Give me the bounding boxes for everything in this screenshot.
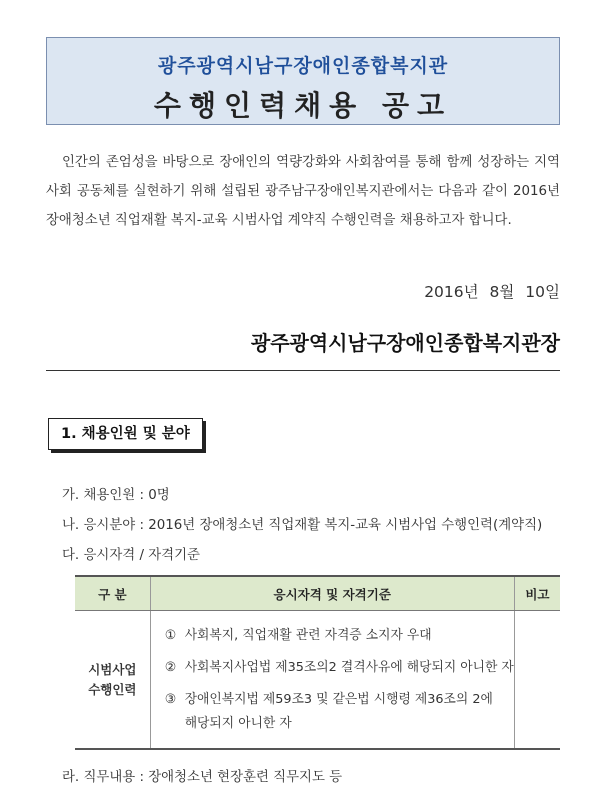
list-item-headcount: 가. 채용인원 : 0명 (62, 488, 170, 503)
list-item-field: 나. 응시분야 : 2016년 장애청소년 직업재활 복지-교육 시범사업 수행인력(계약직) (62, 518, 543, 533)
requirement-text: 장애인복지법 제59조3 및 같은법 시행령 제36조의 2에 (184, 692, 493, 707)
table-cell-category (75, 611, 150, 750)
table-cell-requirements (150, 611, 514, 750)
requirement-text: 사회복지, 직업재활 관련 자격증 소지자 우대 (184, 628, 432, 643)
requirement-number: ① (164, 628, 177, 643)
requirement-text: 사회복지사업법 제35조의2 결격사유에 해당되지 아니한 자 (184, 660, 514, 675)
category-line: 수행인력 (88, 681, 137, 697)
page-title: 수행인력채용 공고 (153, 89, 453, 122)
table-cell-remark (514, 611, 560, 750)
table-header-requirements: 응시자격 및 자격기준 (150, 576, 514, 611)
qualification-table (75, 575, 560, 750)
divider (46, 370, 560, 371)
requirement-continuation: 해당되지 아니한 자 (184, 716, 292, 731)
table-header-remark: 비고 (514, 576, 560, 611)
requirement-number: ③ (164, 692, 177, 707)
section-heading: 1. 채용인원 및 분야 (48, 418, 203, 450)
title-box (46, 37, 560, 125)
list-item-duties: 라. 직무내용 : 장애청소년 현장훈련 직무지도 등 (62, 770, 343, 785)
intro-paragraph: 인간의 존엄성을 바탕으로 장애인의 역량강화와 사회참여를 통해 함께 성장하는 지역사회 공동체를 실현하기 위해 설립된 광주남구장애인복지관에서는 다음과 같이 2016년 장애청소년 직업재활 복지-교육 시범사업 계약직 수행인력을 채용하고자 합니다. (46, 155, 560, 228)
announcement-date: 2016년 8월 10일 (424, 283, 560, 301)
table-header-category: 구 분 (75, 576, 150, 611)
requirement-item (165, 652, 514, 684)
requirement-number: ② (164, 660, 177, 675)
requirement-item (165, 620, 514, 652)
category-line: 시범사업 (88, 661, 137, 677)
table-header-row (75, 576, 560, 611)
signer-name: 광주광역시남구장애인종합복지관장 (250, 331, 560, 355)
table-row (75, 611, 560, 750)
list-item-qualification: 다. 응시자격 / 자격기준 (62, 548, 200, 563)
org-title: 광주광역시남구장애인종합복지관 (157, 55, 449, 77)
